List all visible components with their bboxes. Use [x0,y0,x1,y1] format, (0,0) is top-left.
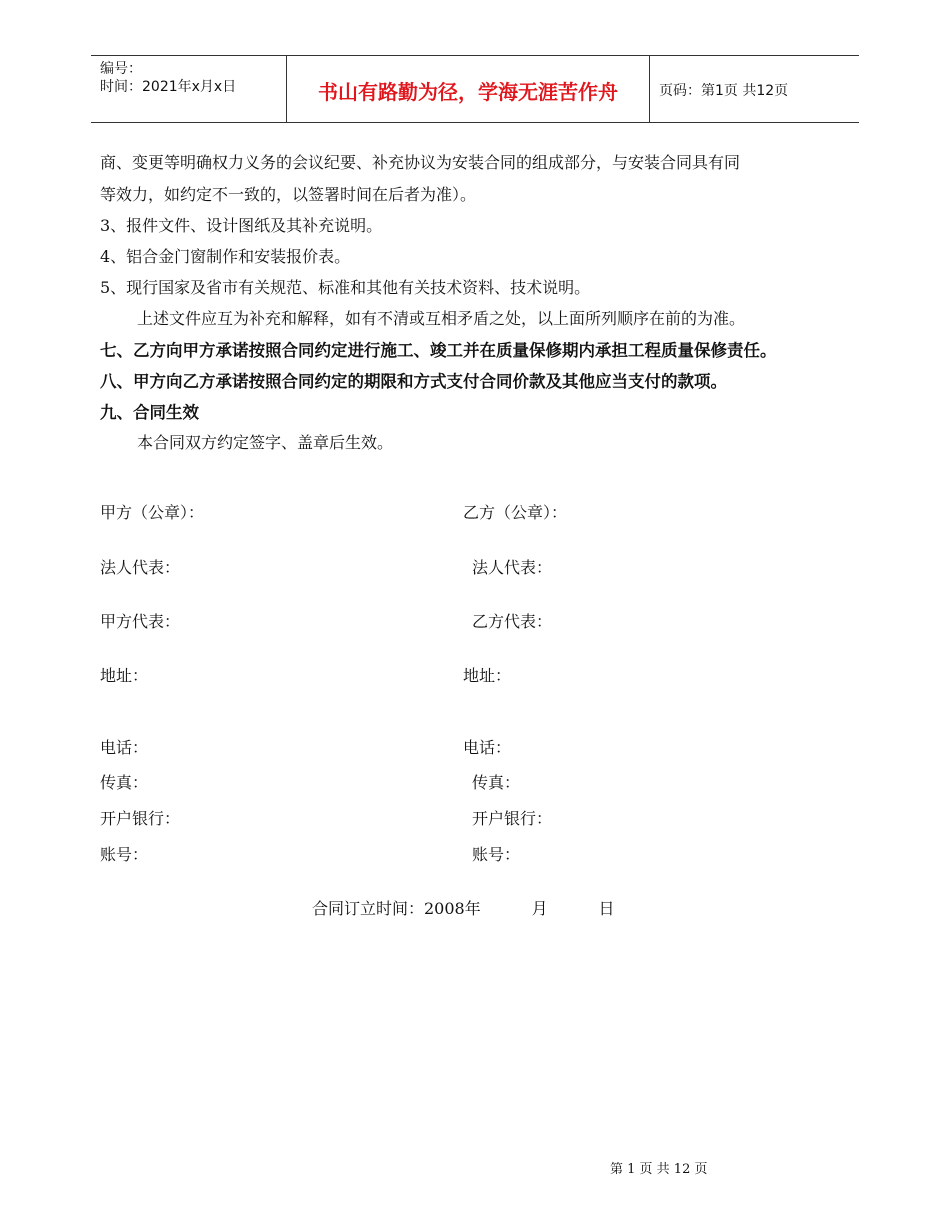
party-b-account-label: 账号： [472,845,521,864]
body-line: 3、报件文件、设计图纸及其补充说明。 [100,216,383,235]
header-meta [100,60,236,96]
party-a-address-label: 地址： [100,666,149,685]
party-a-phone-label: 电话： [100,738,149,757]
document-header [91,55,859,123]
body-line: 商、变更等明确权力义务的会议纪要、补充协议为安装合同的组成部分，与安装合同具有同 [100,153,741,172]
document-time-label: 时间：2021年x月x日 [100,79,237,95]
party-b-legal-rep-label: 法人代表： [472,558,553,577]
contract-date-line: 合同订立时间：2008年 月 日 [312,899,615,918]
header-page-info: 页码：第1页 共12页 [659,83,789,99]
body-line: 5、现行国家及省市有关规范、标准和其他有关技术资料、技术说明。 [100,278,591,297]
party-a-fax-label: 传真： [100,773,149,792]
party-b-seal-label: 乙方（公章）： [463,503,568,522]
party-a-legal-rep-label: 法人代表： [100,558,181,577]
clause-heading-seven: 七、乙方向甲方承诺按照合同约定进行施工、竣工并在质量保修期内承担工程质量保修责任。 [100,341,777,360]
party-a-bank-label: 开户银行： [100,809,181,828]
body-line: 上述文件应互为补充和解释，如有不清或互相矛盾之处，以上面所列顺序在前的为准。 [137,309,746,328]
page-footer: 第 1 页 共 12 页 [610,1162,708,1177]
clause-heading-eight: 八、甲方向乙方承诺按照合同约定的期限和方式支付合同价款及其他应当支付的款项。 [100,372,727,391]
party-b-phone-label: 电话： [463,738,512,757]
header-divider [649,56,650,122]
body-line: 本合同双方约定签字、盖章后生效。 [137,433,394,452]
party-b-bank-label: 开户银行： [472,809,553,828]
body-line: 等效力，如约定不一致的，以签署时间在后者为准）。 [100,185,477,204]
party-b-address-label: 地址： [463,666,512,685]
clause-heading-nine: 九、合同生效 [100,403,199,422]
party-a-representative-label: 甲方代表： [100,612,181,631]
header-motto: 书山有路勤为径，学海无涯苦作舟 [318,80,618,104]
party-a-account-label: 账号： [100,845,149,864]
party-b-representative-label: 乙方代表： [472,612,553,631]
body-line: 4、铝合金门窗制作和安装报价表。 [100,247,351,266]
party-a-seal-label: 甲方（公章）： [100,503,205,522]
document-number-label: 编号： [100,61,142,77]
party-b-fax-label: 传真： [472,773,521,792]
